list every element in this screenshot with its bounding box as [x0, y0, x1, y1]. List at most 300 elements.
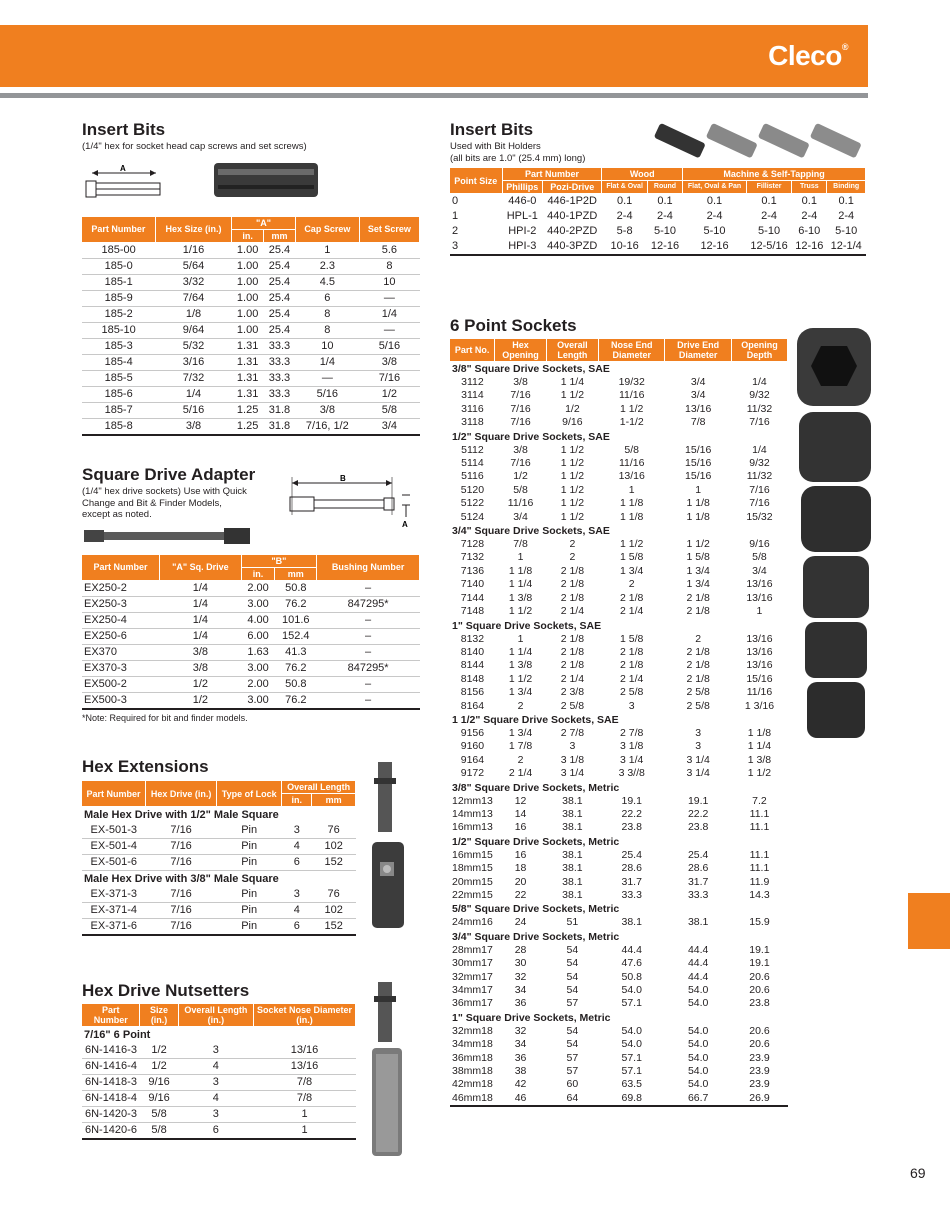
- table-cell: 14: [514, 807, 527, 820]
- table-row: [450, 795, 788, 808]
- table-cell: 54.0: [621, 1024, 642, 1037]
- table-row: [450, 403, 788, 416]
- table-cell: 1 1/4: [508, 645, 533, 658]
- table-cell: 51: [566, 916, 579, 929]
- table-cell: 7/16: [510, 416, 531, 429]
- table-cell: 44.4: [687, 957, 709, 970]
- table-cell: 1 1/4: [560, 376, 585, 388]
- table-cell: 11/16: [507, 497, 534, 510]
- table-row: [450, 538, 788, 551]
- table-cell: –: [317, 644, 420, 660]
- table-cell: 1: [517, 551, 524, 564]
- table-cell: 1/2: [513, 470, 528, 483]
- table-cell: 9/16: [140, 1091, 178, 1107]
- table-cell: 1 1/2: [620, 538, 644, 551]
- table-cell: 15/16: [746, 672, 773, 685]
- table-cell: 3/8: [295, 402, 359, 418]
- header-rule: [0, 93, 868, 98]
- table-cell: 446-1P2D: [547, 195, 597, 207]
- table-cell: 12: [514, 794, 527, 807]
- table-cell: 3/4: [513, 510, 528, 523]
- table-cell: 25.4: [264, 258, 296, 274]
- table-cell: 3: [178, 1107, 253, 1123]
- table-cell: EX-371-4: [82, 903, 146, 919]
- table-row: [82, 418, 420, 435]
- table-cell: 16: [514, 848, 527, 861]
- table-cell: 1.31: [232, 354, 264, 370]
- table-cell: 13/16: [746, 632, 773, 645]
- table-cell: 185-00: [82, 242, 155, 258]
- table-cell: 2: [628, 578, 635, 591]
- table-row: [82, 306, 420, 322]
- table-cell: 2: [517, 699, 524, 712]
- table-cell: 3 1/4: [686, 753, 710, 766]
- table-cell: 5/8: [359, 402, 419, 418]
- table-cell: 0.1: [616, 195, 633, 207]
- table-cell: 2 3/8: [560, 686, 585, 699]
- square-drive-note: *Note: Required for bit and finder models.: [82, 712, 248, 723]
- table-row: [450, 239, 866, 255]
- svg-text:A: A: [120, 164, 126, 173]
- table-cell: EX-371-3: [82, 887, 146, 903]
- table-cell: 28mm17: [452, 943, 493, 956]
- insert-bit-photo: [212, 157, 322, 203]
- table-row: [82, 1123, 356, 1140]
- table-cell: 1 1/2: [747, 767, 772, 780]
- table-cell: 1.31: [232, 338, 264, 354]
- table-cell: 46mm18: [452, 1091, 493, 1104]
- table-cell: 8144: [460, 659, 485, 672]
- table-cell: 2 1/8: [560, 564, 585, 577]
- table-cell: 7144: [460, 591, 485, 604]
- table-cell: 33.3: [687, 889, 709, 901]
- table-cell: 1 3/8: [508, 591, 533, 604]
- table-cell: 1/4: [160, 596, 242, 612]
- table-cell: 1 1/2: [560, 457, 585, 470]
- table-cell: EX-501-3: [82, 823, 146, 839]
- svg-text:B: B: [340, 474, 346, 483]
- table-row: [82, 676, 420, 692]
- table-cell: 11.9: [749, 875, 770, 888]
- table-cell: 33.3: [264, 338, 296, 354]
- table-cell: 1: [254, 1123, 356, 1140]
- table-cell: 1/2: [140, 1059, 178, 1075]
- table-cell: 38: [514, 1065, 527, 1078]
- table-cell: EX370: [82, 644, 160, 660]
- page-number: 69: [910, 1165, 926, 1181]
- table-cell: 2 1/4: [508, 767, 533, 780]
- sockets-title: 6 Point Sockets: [450, 316, 577, 335]
- table-cell: 5/8: [624, 443, 640, 456]
- table-cell: 3: [178, 1043, 253, 1059]
- table-cell: 3: [695, 740, 702, 753]
- table-cell: 2-4: [801, 210, 818, 222]
- table-cell: 9156: [460, 726, 485, 739]
- group-header-row: [82, 807, 356, 824]
- table-cell: 38.1: [562, 848, 583, 861]
- table-cell: 76: [312, 823, 356, 839]
- table-cell: 1: [517, 632, 524, 645]
- table-cell: 30mm17: [452, 957, 493, 970]
- table-cell: 3: [452, 240, 459, 252]
- table-cell: 1: [295, 242, 359, 258]
- table-cell: 28.6: [621, 862, 642, 875]
- table-cell: 22mm15: [452, 889, 493, 901]
- group-label: 1 1/2" Square Drive Sockets, SAE: [452, 713, 619, 726]
- table-cell: 7/16: [749, 483, 770, 496]
- table-cell: 1 1/2: [560, 497, 585, 510]
- table-cell: 18: [514, 862, 527, 875]
- table-cell: 1: [254, 1107, 356, 1123]
- group-label: 7/16" 6 Point: [84, 1028, 151, 1041]
- table-cell: 185-6: [82, 386, 155, 402]
- table-cell: 1/16: [155, 242, 231, 258]
- adapter-photo: [84, 525, 254, 547]
- table-cell: 2 1/4: [560, 672, 585, 685]
- table-cell: 4.5: [295, 274, 359, 290]
- group-label: Male Hex Drive with 3/8" Male Square: [84, 872, 279, 885]
- table-row: [450, 194, 866, 210]
- table-cell: 1 7/8: [508, 740, 533, 753]
- table-cell: 185-4: [82, 354, 155, 370]
- table-cell: 9/16: [562, 416, 583, 429]
- table-cell: 1 3/4: [686, 578, 710, 591]
- table-row: [450, 646, 788, 659]
- table-cell: –: [317, 580, 420, 596]
- table-cell: EX500-3: [82, 692, 160, 709]
- table-cell: 11.1: [749, 807, 770, 820]
- table-cell: 36: [514, 997, 527, 1010]
- table-cell: 11/16: [746, 686, 773, 699]
- table-cell: 7/16: [359, 370, 419, 386]
- table-cell: 54: [566, 970, 579, 983]
- insert-bits-figures: [82, 153, 420, 217]
- table-cell: 1.00: [232, 258, 264, 274]
- table-cell: 12-1/4: [830, 240, 862, 252]
- table-cell: 54: [566, 943, 579, 956]
- table-cell: 3/8: [155, 418, 231, 435]
- table-cell: 1/2: [140, 1043, 178, 1059]
- table-cell: 57.1: [621, 1051, 642, 1064]
- table-row: [450, 551, 788, 564]
- table-cell: 15/16: [685, 443, 712, 456]
- table-cell: 5/16: [359, 338, 419, 354]
- table-cell: 76.2: [275, 692, 317, 709]
- table-cell: 7/8: [513, 538, 528, 551]
- table-cell: 57.1: [621, 1065, 642, 1078]
- table-cell: 1 5/8: [620, 632, 644, 645]
- table-cell: 7/16: [510, 402, 531, 415]
- table-cell: 8148: [460, 672, 485, 685]
- table-row: [450, 944, 788, 957]
- table-cell: 66.7: [687, 1091, 709, 1104]
- insert-bits-section: [82, 120, 420, 436]
- table-cell: Pin: [217, 919, 282, 936]
- table-cell: 23.8: [621, 821, 642, 834]
- table-cell: 2 1/8: [560, 659, 585, 672]
- table-cell: 1 1/2: [508, 605, 533, 618]
- table-cell: 57: [566, 997, 579, 1010]
- table-cell: —: [359, 290, 419, 306]
- table-cell: 76.2: [275, 660, 317, 676]
- table-row: [450, 497, 788, 510]
- table-cell: EX370-3: [82, 660, 160, 676]
- table-cell: 5114: [461, 457, 484, 470]
- table-cell: EX250-3: [82, 596, 160, 612]
- table-cell: 31.7: [687, 875, 709, 888]
- table-cell: 1 1/4: [508, 578, 533, 591]
- table-cell: 3 1/4: [560, 767, 585, 780]
- table-cell: 3 1/8: [620, 740, 644, 753]
- table-cell: 31.7: [621, 875, 642, 888]
- table-cell: 1: [628, 483, 635, 496]
- table-cell: 3/4: [690, 376, 706, 388]
- table-cell: 7/16: [749, 497, 770, 510]
- group-header-row: [82, 871, 356, 888]
- table-cell: 33.3: [621, 889, 642, 901]
- table-cell: –: [317, 628, 420, 644]
- group-header-row: [450, 524, 788, 538]
- table-cell: 3/8: [513, 376, 528, 388]
- table-cell: 446-0: [508, 195, 537, 207]
- table-row: [450, 957, 788, 970]
- table-cell: 44.4: [621, 943, 642, 956]
- table-cell: 3112: [461, 376, 484, 388]
- table-cell: 44.4: [687, 943, 709, 956]
- table-cell: 13/16: [254, 1043, 356, 1059]
- header-bar: [0, 25, 868, 87]
- table-cell: 7136: [460, 564, 485, 577]
- table-cell: 2.00: [241, 676, 275, 692]
- table-row: [82, 660, 420, 676]
- table-cell: 3: [569, 740, 576, 753]
- table-cell: 32: [514, 1024, 527, 1037]
- table-cell: 5-10: [703, 225, 726, 237]
- table-cell: 36: [514, 1051, 527, 1064]
- table-cell: 185-5: [82, 370, 155, 386]
- table-cell: 7/32: [155, 370, 231, 386]
- table-cell: 8132: [460, 632, 485, 645]
- table-cell: 14mm13: [452, 807, 493, 820]
- group-label: 3/4" Square Drive Sockets, SAE: [452, 525, 610, 538]
- table-cell: 1.63: [241, 644, 275, 660]
- group-header-row: [450, 1011, 788, 1025]
- table-cell: 20.6: [749, 984, 770, 997]
- table-cell: 1.00: [232, 242, 264, 258]
- table-row: [82, 354, 420, 370]
- table-cell: 7/16: [146, 887, 217, 903]
- table-cell: 7/16: [146, 823, 217, 839]
- table-cell: 8: [359, 258, 419, 274]
- table-cell: EX-371-6: [82, 919, 146, 936]
- table-cell: 440-3PZD: [547, 240, 598, 252]
- table-cell: 63.5: [621, 1078, 642, 1091]
- table-cell: HPI-3: [508, 240, 537, 252]
- table-cell: 38.1: [562, 862, 583, 875]
- table-row: [82, 692, 420, 709]
- table-cell: 54.0: [687, 1038, 709, 1051]
- table-row: [450, 876, 788, 889]
- table-cell: 50.8: [275, 676, 317, 692]
- table-cell: 1/2: [160, 676, 242, 692]
- table-cell: 36mm17: [452, 997, 493, 1010]
- table-cell: 54.0: [687, 1051, 709, 1064]
- table-cell: 1/4: [752, 376, 767, 388]
- table-cell: 1 1/8: [620, 510, 644, 523]
- table-cell: 13/16: [685, 402, 712, 415]
- table-cell: 54.0: [687, 997, 709, 1010]
- table-cell: HPL-1: [506, 210, 538, 222]
- group-header-row: [450, 430, 788, 444]
- table-cell: 4: [178, 1091, 253, 1107]
- table-row: [82, 1091, 356, 1107]
- table-cell: 60: [566, 1078, 579, 1091]
- table-row: [450, 821, 788, 834]
- table-cell: EX-501-4: [82, 839, 146, 855]
- table-cell: 8140: [460, 645, 485, 658]
- table-cell: 15.9: [749, 916, 770, 929]
- table-row: [82, 242, 420, 258]
- table-cell: 185-3: [82, 338, 155, 354]
- table-cell: 38.1: [621, 916, 642, 929]
- table-cell: 38mm18: [452, 1065, 493, 1078]
- table-cell: 9172: [460, 767, 485, 780]
- table-cell: 5/16: [155, 402, 231, 418]
- table-cell: 2-4: [616, 210, 633, 222]
- table-cell: 23.8: [687, 821, 709, 834]
- table-cell: 1 1/2: [620, 402, 644, 415]
- table-cell: 440-1PZD: [547, 210, 598, 222]
- group-header-row: [450, 619, 788, 633]
- table-cell: 23.9: [749, 1065, 770, 1078]
- table-row: [82, 580, 420, 596]
- table-cell: 1/4: [752, 443, 767, 456]
- insert-bits-holders-photo: [648, 114, 870, 170]
- table-cell: 1/4: [155, 386, 231, 402]
- nutsetters-table: Part Number Size (in.) Overall Length (in.) Socket Nose Diameter (in.) 7/16" 6 Point 6N-1416-3 1/2 3 13/16 6N-1416-4 1/2 4 13/16 6N-1418-3 9/16 3 7/8 6N-1418-4 9/16 4 7/8 6N-1420-3 5/8 3 1 6N-1420-6 5/8 6 1: [82, 1004, 356, 1140]
- table-cell: 34: [514, 984, 527, 997]
- table-cell: 1.00: [232, 306, 264, 322]
- table-cell: 2 1/8: [620, 591, 644, 604]
- table-cell: 9/32: [749, 457, 770, 470]
- table-cell: 7/16: [146, 855, 217, 871]
- table-cell: 2.00: [241, 580, 275, 596]
- table-cell: 3 3//8: [618, 767, 645, 780]
- table-cell: 2 1/8: [560, 591, 585, 604]
- table-row: [450, 984, 788, 997]
- table-row: [82, 628, 420, 644]
- table-cell: Pin: [217, 855, 282, 871]
- table-cell: 2 1/8: [620, 659, 644, 672]
- table-cell: 185-7: [82, 402, 155, 418]
- table-cell: 152: [312, 855, 356, 871]
- group-label: 3/8" Square Drive Sockets, Metric: [452, 781, 620, 794]
- table-row: [82, 274, 420, 290]
- table-cell: 11/16: [618, 389, 645, 402]
- table-cell: 44.4: [687, 970, 709, 983]
- table-cell: 22.2: [687, 807, 709, 820]
- table-cell: 2 1/4: [560, 605, 585, 618]
- table-cell: 25.4: [621, 848, 642, 861]
- table-cell: 33.3: [264, 386, 296, 402]
- table-cell: 3.00: [241, 660, 275, 676]
- table-cell: 4: [282, 903, 312, 919]
- table-cell: 6.00: [241, 628, 275, 644]
- table-cell: 15/32: [746, 510, 773, 523]
- table-cell: 20mm15: [452, 875, 493, 888]
- table-cell: 64: [566, 1091, 579, 1104]
- table-cell: 1/2: [160, 692, 242, 709]
- table-cell: 7148: [460, 605, 485, 618]
- insert-bits-holders-title: Insert Bits: [450, 120, 534, 139]
- table-cell: 0.1: [706, 195, 723, 207]
- table-cell: 5-8: [616, 225, 633, 237]
- table-cell: 54.0: [621, 984, 642, 997]
- table-cell: 1.00: [232, 290, 264, 306]
- hex-extensions-section: [82, 757, 362, 936]
- table-cell: 1 5/8: [620, 551, 644, 564]
- table-cell: 0.1: [761, 195, 777, 207]
- table-cell: 102: [312, 903, 356, 919]
- svg-text:A: A: [402, 520, 408, 529]
- table-cell: 2.3: [295, 258, 359, 274]
- square-drive-table: Part Number "A" Sq. Drive "B" Bushing Number in. mm EX250-2 1/4 2.00 50.8 – EX250-3 1/4 3.00 76.2 847295* EX250-4 1/4 4.00 101.6 – EX250-6 1/4 6.00 152.4 – EX370 3/8 1.63 41.3 – EX370-3 3/8 3.00 76.2 847295* EX500-2 1/2 2.00 50.8 – EX500-3 1/2 3.00 76.2 –: [82, 555, 420, 710]
- table-cell: 0.1: [838, 195, 854, 207]
- table-cell: 2 5/8: [686, 699, 710, 712]
- table-cell: 7132: [460, 551, 485, 564]
- table-cell: 28.6: [687, 862, 709, 875]
- table-row: [82, 1107, 356, 1123]
- table-cell: 3: [282, 887, 312, 903]
- sockets-section: [450, 316, 790, 1107]
- table-cell: 185-10: [82, 322, 155, 338]
- table-cell: 42: [514, 1078, 527, 1091]
- insert-bits-holders-subtitle-2: (all bits are 1.0" (25.4 mm) long): [450, 152, 586, 164]
- table-cell: 847295*: [317, 660, 420, 676]
- table-cell: 54.0: [687, 1024, 709, 1037]
- table-cell: 2 1/8: [686, 672, 710, 685]
- table-cell: 1/8: [155, 306, 231, 322]
- table-row: [450, 1052, 788, 1065]
- table-cell: Pin: [217, 839, 282, 855]
- table-cell: 38.1: [562, 875, 583, 888]
- table-row: [450, 686, 788, 699]
- table-row: [82, 919, 356, 936]
- table-cell: 0: [452, 195, 459, 207]
- table-cell: 7/16: [510, 389, 531, 402]
- table-cell: 2 1/8: [686, 659, 710, 672]
- table-cell: 9/16: [749, 538, 770, 551]
- table-cell: 20.6: [749, 1024, 770, 1037]
- table-cell: 20.6: [749, 1038, 770, 1051]
- table-cell: EX-501-6: [82, 855, 146, 871]
- table-cell: 1.31: [232, 386, 264, 402]
- table-cell: 30: [514, 957, 527, 970]
- insert-bit-diagram: [84, 165, 194, 205]
- table-cell: 4: [178, 1059, 253, 1075]
- table-cell: 12-16: [795, 240, 824, 252]
- table-cell: 11.1: [749, 848, 770, 861]
- table-cell: 185-1: [82, 274, 155, 290]
- table-cell: EX250-4: [82, 612, 160, 628]
- table-row: [82, 612, 420, 628]
- insert-bits-table: Part Number Hex Size (in.) "A" Cap Screw Set Screw in. mm 185-00 1/16 1.00 25.4 1 5.6 185-0 5/64 1.00 25.4 2.3 8 185-1 3/32 1.00 25.4 4.5 10 185-9 7/64 1.00 25.4 6 — 185-2 1/8 1.00 25.4 8 1/4 185-10 9/64 1.00 25.4 8 — 185-3 5/32 1.31 33.3 10 5/16 185-4 3/16 1.31 33.3 1/4 3/8 185-5 7/32 1.31 33.3 — 7/16 185-6 1/4 1.31 33.3 5/16 1/2 185-7 5/16 1.25 31.8 3/8 5/8 185-8 3/8 1.25 31.8 7/16, 1/2 3/4: [82, 217, 420, 436]
- table-cell: 1 1/2: [560, 510, 585, 523]
- table-cell: 2 1/4: [620, 605, 644, 618]
- table-cell: 4.00: [241, 612, 275, 628]
- table-row: [82, 258, 420, 274]
- table-row: [450, 633, 788, 646]
